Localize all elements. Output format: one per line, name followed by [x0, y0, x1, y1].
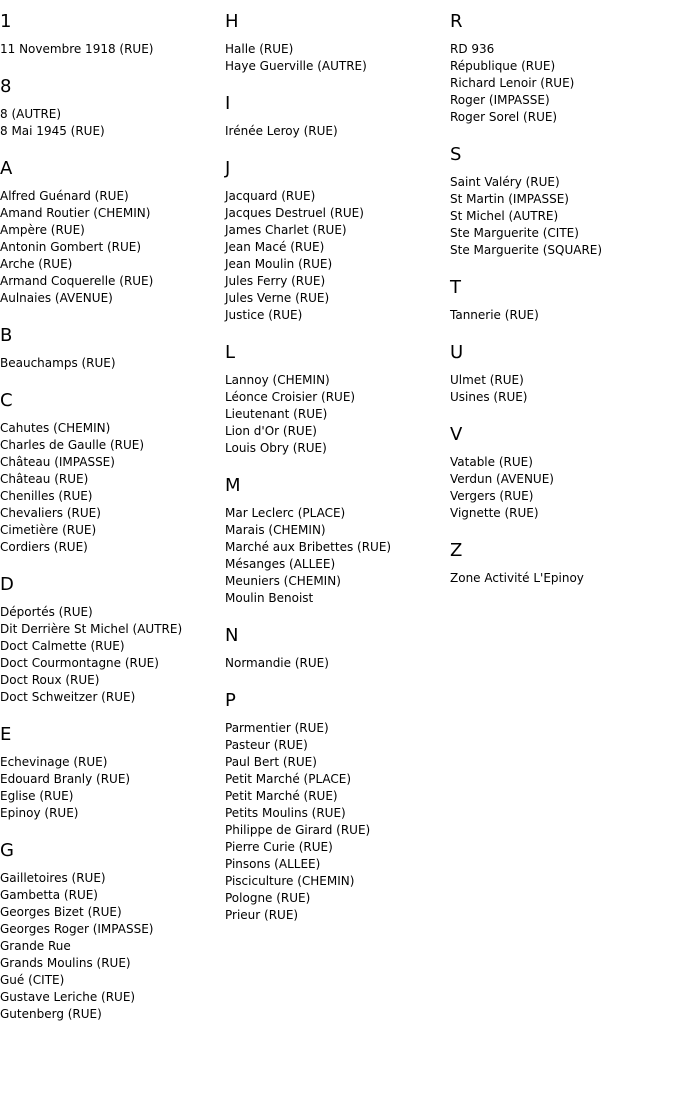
- street-link[interactable]: Prieur (RUE): [225, 908, 299, 922]
- street-link[interactable]: Edouard Branly (RUE): [0, 772, 131, 786]
- street-link[interactable]: Parmentier (RUE): [225, 721, 329, 735]
- letter-heading: D: [0, 574, 14, 595]
- street-link[interactable]: Mar Leclerc (PLACE): [225, 506, 346, 520]
- letter-section: [225, 475, 450, 607]
- street-link[interactable]: Paul Bert (RUE): [225, 755, 317, 769]
- street-link[interactable]: Justice (RUE): [225, 308, 303, 322]
- street-link[interactable]: Richard Lenoir (RUE): [450, 76, 575, 90]
- street-link[interactable]: Philippe de Girard (RUE): [225, 823, 371, 837]
- street-link[interactable]: Echevinage (RUE): [0, 755, 108, 769]
- street-link[interactable]: Moulin Benoist: [225, 591, 314, 605]
- street-link[interactable]: Petits Moulins (RUE): [225, 806, 346, 820]
- letter-section: [450, 342, 675, 406]
- street-link[interactable]: Vatable (RUE): [450, 455, 533, 469]
- letter-section: [0, 76, 225, 140]
- street-link[interactable]: Verdun (AVENUE): [450, 472, 554, 486]
- street-list: [0, 41, 225, 58]
- street-link[interactable]: Ste Marguerite (CITE): [450, 226, 579, 240]
- letter-heading: A: [0, 158, 13, 179]
- street-link[interactable]: Lannoy (CHEMIN): [225, 373, 330, 387]
- letter-section: [0, 325, 225, 372]
- street-link[interactable]: Petit Marché (RUE): [225, 789, 338, 803]
- street-link[interactable]: Vignette (RUE): [450, 506, 539, 520]
- street-link[interactable]: Usines (RUE): [450, 390, 528, 404]
- street-link[interactable]: République (RUE): [450, 59, 556, 73]
- letter-heading: 8: [0, 76, 12, 97]
- letter-section: [450, 277, 675, 324]
- letter-heading: S: [450, 144, 462, 165]
- letter-heading: U: [450, 342, 464, 363]
- letter-heading: P: [225, 690, 236, 711]
- street-link[interactable]: 11 Novembre 1918 (RUE): [0, 42, 154, 56]
- letter-section: [450, 424, 675, 522]
- street-list: [0, 420, 225, 556]
- street-link[interactable]: Gailletoires (RUE): [0, 871, 106, 885]
- letter-section: [225, 342, 450, 457]
- street-link[interactable]: Chenilles (RUE): [0, 489, 93, 503]
- street-index-column-2: [225, 0, 450, 924]
- street-link[interactable]: Cordiers (RUE): [0, 540, 88, 554]
- street-link[interactable]: Pologne (RUE): [225, 891, 311, 905]
- street-link[interactable]: Ulmet (RUE): [450, 373, 524, 387]
- street-link[interactable]: Château (IMPASSE): [0, 455, 115, 469]
- street-list: [450, 41, 675, 126]
- street-link[interactable]: Léonce Croisier (RUE): [225, 390, 356, 404]
- street-link[interactable]: Epinoy (RUE): [0, 806, 79, 820]
- letter-section: [225, 625, 450, 672]
- street-link[interactable]: Gutenberg (RUE): [0, 1007, 102, 1021]
- street-list: [0, 604, 225, 706]
- letter-section: [225, 93, 450, 140]
- letter-section: [225, 690, 450, 924]
- street-link[interactable]: Pierre Curie (RUE): [225, 840, 333, 854]
- letter-heading: H: [225, 11, 239, 32]
- letter-heading: C: [0, 390, 13, 411]
- street-link[interactable]: Arche (RUE): [0, 257, 73, 271]
- street-link[interactable]: Irénée Leroy (RUE): [225, 124, 338, 138]
- street-link[interactable]: Jean Moulin (RUE): [225, 257, 333, 271]
- street-link[interactable]: Antonin Gombert (RUE): [0, 240, 142, 254]
- letter-section: [0, 390, 225, 556]
- street-list: [450, 307, 675, 324]
- street-list: [225, 372, 450, 457]
- street-link[interactable]: Beauchamps (RUE): [0, 356, 116, 370]
- street-link[interactable]: Lion d'Or (RUE): [225, 424, 317, 438]
- letter-heading: G: [0, 840, 14, 861]
- street-link[interactable]: Jacquard (RUE): [225, 189, 316, 203]
- street-link[interactable]: 8 Mai 1945 (RUE): [0, 124, 105, 138]
- street-link[interactable]: Pinsons (ALLEE): [225, 857, 321, 871]
- street-list: [225, 123, 450, 140]
- street-list: [450, 372, 675, 406]
- letter-section: [0, 724, 225, 822]
- street-list: [225, 41, 450, 75]
- street-link[interactable]: Zone Activité L'Epinoy: [450, 571, 584, 585]
- street-list: [225, 655, 450, 672]
- letter-section: [450, 144, 675, 259]
- street-link[interactable]: Eglise (RUE): [0, 789, 74, 803]
- letter-heading: L: [225, 342, 236, 363]
- street-link[interactable]: Tannerie (RUE): [450, 308, 539, 322]
- street-link[interactable]: Normandie (RUE): [225, 656, 329, 670]
- street-link[interactable]: Gustave Leriche (RUE): [0, 990, 136, 1004]
- street-link[interactable]: Lieutenant (RUE): [225, 407, 328, 421]
- street-link[interactable]: Roger (IMPASSE): [450, 93, 550, 107]
- letter-section: [225, 11, 450, 75]
- street-link[interactable]: Doct Roux (RUE): [0, 673, 100, 687]
- letter-heading: B: [0, 325, 13, 346]
- street-link[interactable]: Vergers (RUE): [450, 489, 534, 503]
- letter-section: [0, 574, 225, 706]
- street-link[interactable]: Mésanges (ALLEE): [225, 557, 336, 571]
- street-link[interactable]: Gambetta (RUE): [0, 888, 98, 902]
- letter-heading: M: [225, 475, 241, 496]
- street-link[interactable]: Ste Marguerite (SQUARE): [450, 243, 603, 257]
- street-link[interactable]: Roger Sorel (RUE): [450, 110, 558, 124]
- street-link[interactable]: Château (RUE): [0, 472, 89, 486]
- street-link[interactable]: Jules Ferry (RUE): [225, 274, 326, 288]
- street-link[interactable]: RD 936: [450, 42, 495, 56]
- street-list: [0, 355, 225, 372]
- letter-section: [450, 540, 675, 587]
- letter-heading: R: [450, 11, 463, 32]
- street-link[interactable]: Grands Moulins (RUE): [0, 956, 131, 970]
- street-list: [450, 174, 675, 259]
- letter-section: [225, 158, 450, 324]
- street-link[interactable]: Georges Bizet (RUE): [0, 905, 122, 919]
- street-link[interactable]: 8 (AUTRE): [0, 107, 62, 121]
- street-link[interactable]: Marché aux Bribettes (RUE): [225, 540, 392, 554]
- street-link[interactable]: Amand Routier (CHEMIN): [0, 206, 151, 220]
- street-link[interactable]: Doct Courmontagne (RUE): [0, 656, 159, 670]
- street-link[interactable]: Meuniers (CHEMIN): [225, 574, 341, 588]
- letter-heading: T: [450, 277, 461, 298]
- street-link[interactable]: Louis Obry (RUE): [225, 441, 327, 455]
- street-list: [225, 505, 450, 607]
- street-link[interactable]: Halle (RUE): [225, 42, 294, 56]
- street-link[interactable]: Charles de Gaulle (RUE): [0, 438, 145, 452]
- street-link[interactable]: Chevaliers (RUE): [0, 506, 101, 520]
- letter-heading: J: [225, 158, 231, 179]
- street-link[interactable]: Jean Macé (RUE): [225, 240, 325, 254]
- letter-section: [0, 11, 225, 58]
- street-link[interactable]: Pisciculture (CHEMIN): [225, 874, 355, 888]
- street-link[interactable]: Haye Guerville (AUTRE): [225, 59, 367, 73]
- street-link[interactable]: Jules Verne (RUE): [225, 291, 330, 305]
- letter-section: [0, 840, 225, 1023]
- street-link[interactable]: Armand Coquerelle (RUE): [0, 274, 154, 288]
- street-index-column-1: [0, 0, 225, 1023]
- street-list: [0, 106, 225, 140]
- letter-heading: 1: [0, 11, 12, 32]
- letter-section: [450, 11, 675, 126]
- street-link[interactable]: Georges Roger (IMPASSE): [0, 922, 154, 936]
- street-list: [450, 570, 675, 587]
- street-link[interactable]: Saint Valéry (RUE): [450, 175, 560, 189]
- street-link[interactable]: Jacques Destruel (RUE): [225, 206, 364, 220]
- street-link[interactable]: Déportés (RUE): [0, 605, 93, 619]
- street-link[interactable]: Pasteur (RUE): [225, 738, 308, 752]
- street-link[interactable]: Dit Derrière St Michel (AUTRE): [0, 622, 183, 636]
- street-list: [0, 754, 225, 822]
- street-link[interactable]: St Martin (IMPASSE): [450, 192, 569, 206]
- letter-heading: E: [0, 724, 12, 745]
- street-list: [0, 188, 225, 307]
- letter-heading: N: [225, 625, 239, 646]
- letter-section: [0, 158, 225, 307]
- letter-heading: V: [450, 424, 463, 445]
- street-list: [450, 454, 675, 522]
- street-link[interactable]: Grande Rue: [0, 939, 71, 953]
- street-list: [0, 870, 225, 1023]
- street-link[interactable]: Cimetière (RUE): [0, 523, 97, 537]
- street-list: [225, 720, 450, 924]
- street-link[interactable]: James Charlet (RUE): [225, 223, 347, 237]
- street-link[interactable]: Gué (CITE): [0, 973, 65, 987]
- street-list: [225, 188, 450, 324]
- street-link[interactable]: Doct Schweitzer (RUE): [0, 690, 136, 704]
- street-link[interactable]: Petit Marché (PLACE): [225, 772, 352, 786]
- street-link[interactable]: St Michel (AUTRE): [450, 209, 559, 223]
- street-link[interactable]: Aulnaies (AVENUE): [0, 291, 113, 305]
- street-link[interactable]: Ampère (RUE): [0, 223, 85, 237]
- street-link[interactable]: Alfred Guénard (RUE): [0, 189, 129, 203]
- street-link[interactable]: Cahutes (CHEMIN): [0, 421, 111, 435]
- letter-heading: Z: [450, 540, 463, 561]
- letter-heading: I: [225, 93, 231, 114]
- street-link[interactable]: Marais (CHEMIN): [225, 523, 326, 537]
- street-index-column-3: [450, 0, 675, 587]
- street-link[interactable]: Doct Calmette (RUE): [0, 639, 125, 653]
